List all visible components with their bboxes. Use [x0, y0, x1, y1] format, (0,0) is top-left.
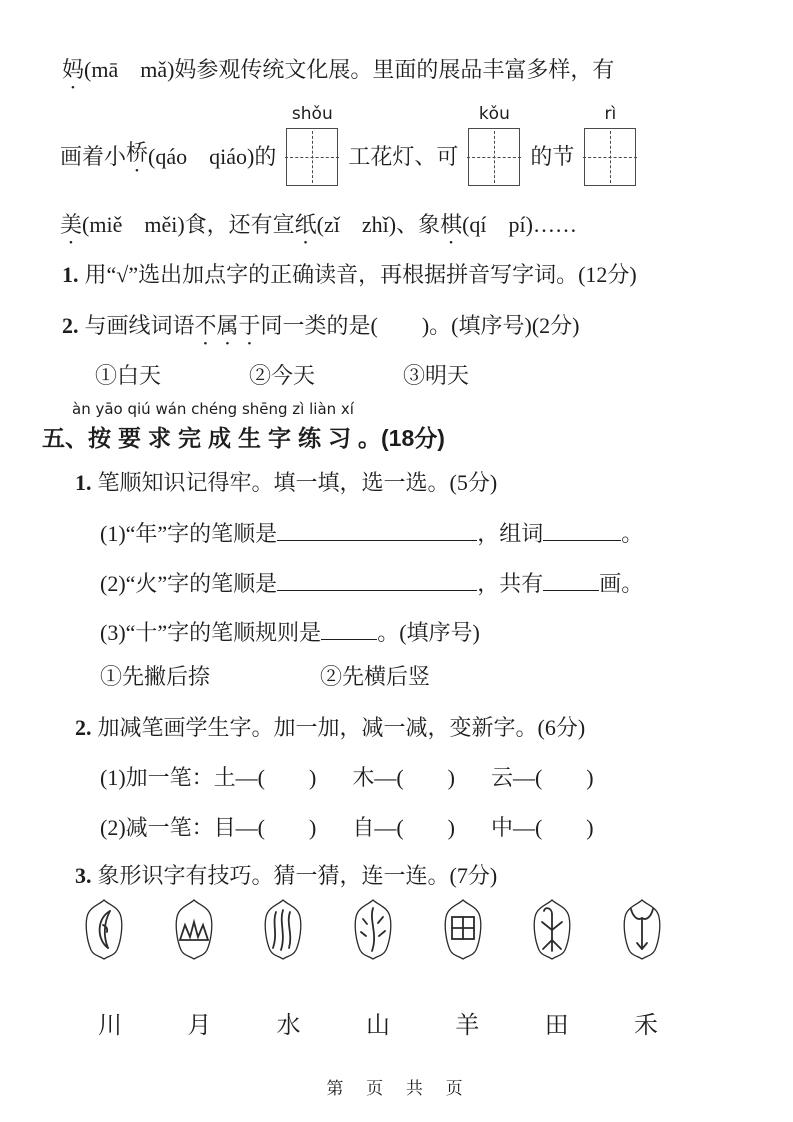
dotted-char-qi: 棋	[440, 212, 463, 237]
section-number: 五、	[42, 425, 88, 451]
passage-line-3	[60, 210, 577, 249]
item-text: ，共有	[477, 571, 544, 597]
char-group: 目—( )	[213, 815, 317, 840]
question-number: 2.	[75, 715, 92, 740]
option-2: ②今天	[249, 363, 316, 388]
pictograph-field-icon	[439, 898, 487, 960]
sub-question-1	[75, 468, 497, 498]
character-item: 山	[365, 1013, 390, 1039]
question-number: 1.	[75, 470, 92, 495]
item-text: 。(填序号)	[377, 620, 480, 646]
sub-question-3	[75, 861, 497, 891]
char-group: 自—( )	[352, 815, 455, 840]
question-number: 1.	[62, 262, 79, 287]
item-text: ，组词	[477, 521, 544, 547]
option-1: ①白天	[95, 363, 162, 388]
char-group: 云—( )	[490, 765, 594, 790]
question-2	[62, 311, 580, 350]
pictograph-mountain-icon	[170, 898, 218, 960]
passage-text: (qáo qiáo)的	[148, 144, 277, 169]
question-2-options	[95, 361, 469, 391]
stroke-order-item-2	[100, 567, 643, 599]
answer-blank	[543, 567, 599, 591]
question-1	[62, 260, 637, 290]
section-points: 。(18分)	[358, 425, 445, 451]
answer-blank	[321, 616, 377, 640]
stroke-order-item-1	[100, 517, 643, 549]
passage-line-2	[60, 104, 646, 186]
dotted-char-zhi: 纸	[294, 212, 317, 237]
character-item: 禾	[633, 1013, 658, 1039]
row-label: (1)加一笔：	[100, 765, 214, 790]
stroke-rule-choices	[100, 662, 430, 692]
answer-blank	[277, 517, 477, 541]
character-row	[98, 1005, 658, 1040]
row-label: (2)减一笔：	[100, 815, 214, 840]
dotted-char-ma: 妈	[62, 57, 85, 82]
question-text: 笔顺知识记得牢。填一填，选一选。(5分)	[97, 470, 498, 495]
question-text: 用“√”选出加点字的正确读音，再根据拼音写字词。(12分)	[84, 262, 637, 287]
passage-text: (mā mǎ)妈参观传统文化展。里面的展品丰富多样，有	[84, 57, 615, 82]
writing-box-ri	[584, 104, 636, 186]
section-title: 按要求完成生字练习	[88, 425, 358, 451]
pictograph-water-icon	[349, 898, 397, 960]
passage-text: 工花灯、可	[348, 144, 459, 169]
pictograph-sheep-icon	[618, 898, 666, 960]
character-item: 水	[276, 1013, 301, 1039]
pinyin-label: shǒu	[291, 104, 333, 124]
answer-blank	[543, 517, 621, 541]
option-3: ③明天	[403, 363, 470, 388]
pictograph-moon-icon	[80, 898, 128, 960]
char-group: 中—( )	[490, 815, 594, 840]
question-number: 3.	[75, 863, 92, 888]
question-text: 同一类的是( )。(填序号)(2分)	[260, 313, 580, 338]
item-text: (2)“火”字的笔顺是	[100, 571, 278, 597]
choice-1: ①先撇后捺	[100, 664, 211, 689]
choice-2: ②先横后竖	[320, 664, 431, 689]
item-text: (1)“年”字的笔顺是	[100, 521, 278, 547]
item-text: 画。	[599, 571, 644, 597]
writing-box-shou	[286, 104, 338, 186]
pictograph-row	[80, 898, 666, 960]
passage-line-1	[62, 55, 614, 94]
section-heading	[42, 420, 445, 453]
character-item: 月	[187, 1013, 212, 1039]
add-stroke-row	[100, 763, 594, 793]
character-item: 川	[98, 1013, 122, 1039]
item-text: (3)“十”字的笔顺规则是	[100, 620, 322, 646]
passage-text: (qí pí)……	[462, 212, 577, 237]
question-text: 象形识字有技巧。猜一猜，连一连。(7分)	[97, 863, 498, 888]
question-number: 2.	[62, 313, 79, 338]
writing-box-kou	[468, 104, 520, 186]
remove-stroke-row	[100, 813, 594, 843]
dotted-phrase: 不属于	[194, 313, 261, 338]
passage-text: (miě měi)食，还有宣	[82, 212, 295, 237]
character-item: 羊	[455, 1013, 480, 1039]
sub-question-2	[75, 713, 585, 743]
stroke-order-item-3	[100, 616, 480, 648]
item-text: 。	[621, 521, 644, 547]
char-group: 土—( )	[213, 765, 317, 790]
question-text: 加减笔画学生字。加一加，减一减，变新字。(6分)	[97, 715, 586, 740]
pinyin-label: kǒu	[478, 104, 510, 124]
passage-text: (zǐ zhǐ)、象	[316, 212, 441, 237]
passage-text: 的节	[530, 144, 575, 169]
pictograph-grain-icon	[528, 898, 576, 960]
pinyin-label: rì	[604, 104, 617, 124]
char-group: 木—( )	[352, 765, 455, 790]
pictograph-river-icon	[259, 898, 307, 960]
dotted-char-qiao: 桥	[126, 139, 149, 165]
character-item: 田	[544, 1013, 569, 1039]
passage-text: 画着小	[60, 144, 127, 169]
dotted-char-mei: 美	[60, 212, 83, 237]
page-footer: 第 页 共 页	[326, 1079, 467, 1098]
question-text: 与画线词语	[84, 313, 195, 338]
answer-blank	[277, 567, 477, 591]
section-heading-pinyin: àn yāo qiú wán chéng shēng zì liàn xí	[72, 400, 354, 418]
